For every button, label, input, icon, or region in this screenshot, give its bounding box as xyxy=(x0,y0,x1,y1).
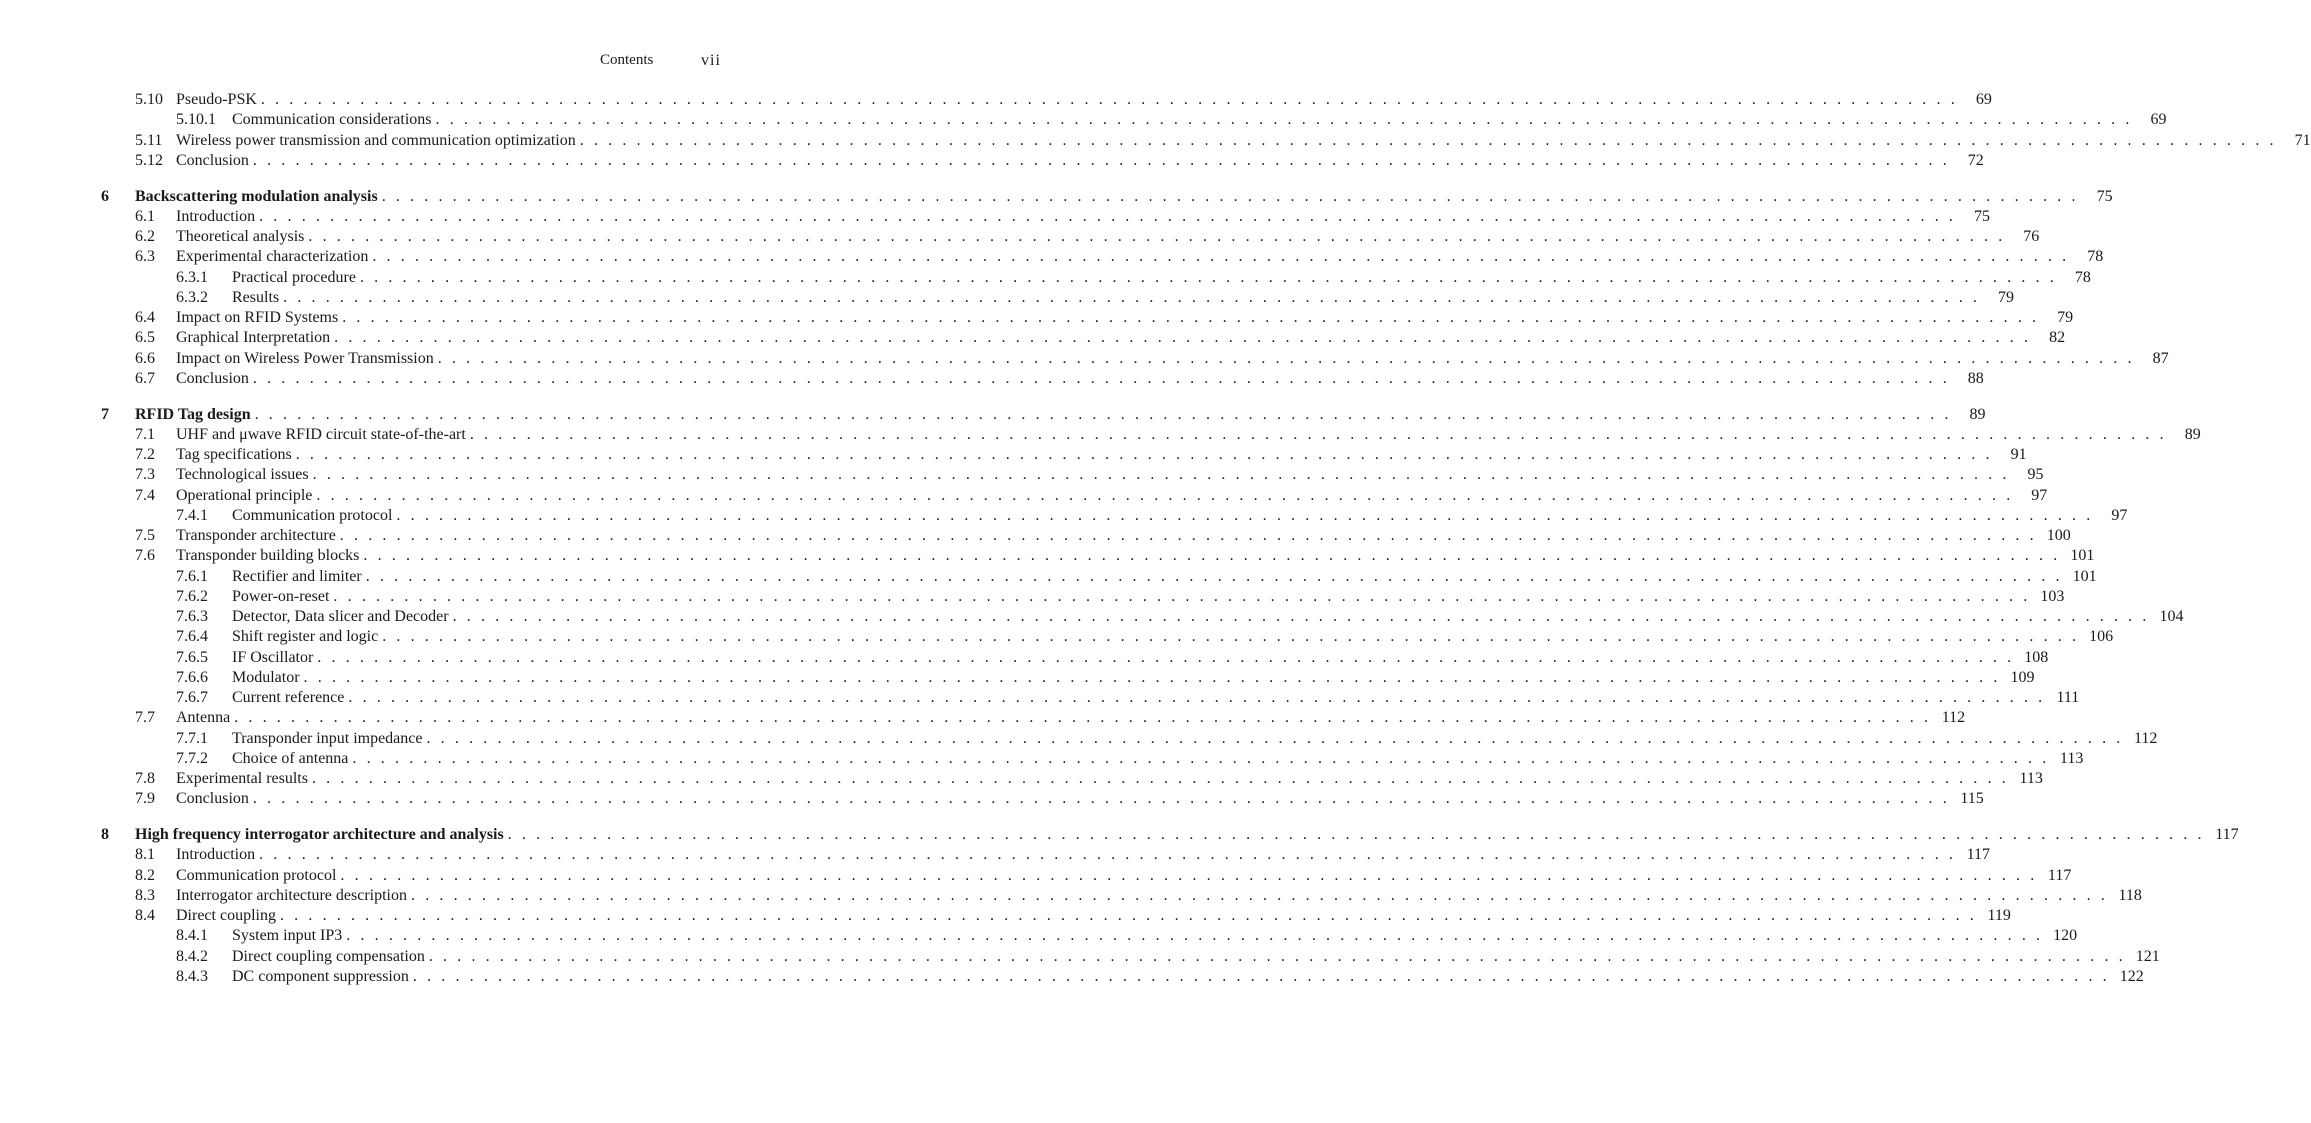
toc-section-row xyxy=(0,947,2160,967)
toc-entry[interactable] xyxy=(232,268,2091,288)
toc-title: Direct coupling xyxy=(176,907,276,924)
toc-entry[interactable] xyxy=(176,526,2071,546)
toc-title: Technological issues xyxy=(176,466,309,483)
toc-page-number: 88 xyxy=(1967,370,1984,387)
toc-entry[interactable] xyxy=(176,328,2066,348)
toc-entry[interactable] xyxy=(232,627,2114,647)
toc-section-row xyxy=(0,486,2048,506)
toc-title: Transponder building blocks xyxy=(176,547,360,564)
toc-section-row xyxy=(0,90,1992,110)
toc-title: Transponder architecture xyxy=(176,527,336,544)
toc-page-number: 91 xyxy=(2010,446,2027,463)
toc-section-row xyxy=(0,866,2072,886)
toc-section-row xyxy=(0,546,2095,566)
toc-section-row xyxy=(0,607,2184,627)
toc-entry[interactable] xyxy=(176,866,2072,886)
toc-entry[interactable] xyxy=(176,90,1992,110)
toc-entry[interactable] xyxy=(176,131,2311,151)
leader-dots: . . . . . . . . . . . . . . . . . . . . . . . . . . . . . . . . . . . . . . . . . . . . . . . . . . . . . . . . . . . . . . . . . . . . . . . . . . . . . . . . . . . . . . . . . . . . . . . . . . . . . . . . . . . . . . . . . . . . . . . . xyxy=(295,446,1993,463)
leader-dots: . . . . . . . . . . . . . . . . . . . . . . . . . . . . . . . . . . . . . . . . . . . . . . . . . . . . . . . . . . . . . . . . . . . . . . . . . . . . . . . . . . . . . . . . . . . . . . . . . . . . . . . . . . . . . . . . . . . . . . . . xyxy=(382,628,2080,645)
toc-chapter-row xyxy=(0,825,2239,845)
toc-number: 8.4 xyxy=(135,907,155,924)
toc-page-number: 89 xyxy=(2184,426,2201,443)
toc-number: 7.6 xyxy=(135,547,155,564)
leader-dots: . . . . . . . . . . . . . . . . . . . . . . . . . . . . . . . . . . . . . . . . . . . . . . . . . . . . . . . . . . . . . . . . . . . . . . . . . . . . . . . . . . . . . . . . . . . . . . . . . . . . . . . . . . . . . . . . . . . . . . . . xyxy=(435,111,2133,128)
leader-dots: . . . . . . . . . . . . . . . . . . . . . . . . . . . . . . . . . . . . . . . . . . . . . . . . . . . . . . . . . . . . . . . . . . . . . . . . . . . . . . . . . . . . . . . . . . . . . . . . . . . . . . . . . . . . . . . . . . . . . . . . xyxy=(279,907,1977,924)
toc-number: 6.2 xyxy=(135,228,155,245)
toc-title: System input IP3 xyxy=(232,927,343,944)
toc-page-number: 76 xyxy=(2023,228,2040,245)
page-number: vii xyxy=(701,52,721,69)
toc-number: 7.6.2 xyxy=(176,588,208,605)
toc-number: 6.4 xyxy=(135,309,155,326)
running-header xyxy=(0,52,816,72)
toc-section-row xyxy=(0,648,2049,668)
leader-dots: . . . . . . . . . . . . . . . . . . . . . . . . . . . . . . . . . . . . . . . . . . . . . . . . . . . . . . . . . . . . . . . . . . . . . . . . . . . . . . . . . . . . . . . . . . . . . . . . . . . . . . . . . . . . . . . . . . . . . . . . xyxy=(259,208,1956,225)
toc-number: 7.3 xyxy=(135,466,155,483)
toc-entry[interactable] xyxy=(232,567,2097,587)
toc-number: 7.4 xyxy=(135,487,155,504)
toc-title: Backscattering modulation analysis xyxy=(135,188,378,205)
toc-page-number: 71 xyxy=(2294,132,2311,149)
toc-section-row xyxy=(0,328,2066,348)
toc-page-number: 112 xyxy=(1941,709,1966,726)
toc-title: Conclusion xyxy=(176,790,249,807)
toc-page-number: 72 xyxy=(1967,152,1984,169)
toc-page-number: 109 xyxy=(2010,669,2035,686)
toc-entry[interactable] xyxy=(176,247,2104,267)
toc-page-number: 113 xyxy=(2019,770,2043,787)
toc-page-number: 121 xyxy=(2135,948,2160,965)
toc-page-number: 101 xyxy=(2072,568,2097,585)
leader-dots: . . . . . . . . . . . . . . . . . . . . . . . . . . . . . . . . . . . . . . . . . . . . . . . . . . . . . . . . . . . . . . . . . . . . . . . . . . . . . . . . . . . . . . . . . . . . . . . . . . . . . . . . . . . . . . . . . . . . . . . . xyxy=(254,406,1952,423)
toc-entry[interactable] xyxy=(176,151,1984,171)
toc-title: Modulator xyxy=(232,669,300,686)
toc-number: 8.3 xyxy=(135,887,155,904)
toc-section-row xyxy=(0,425,2201,445)
toc-section-row xyxy=(0,926,2078,946)
toc-number: 6 xyxy=(101,188,109,205)
toc-entry[interactable] xyxy=(232,729,2158,749)
toc-entry[interactable] xyxy=(135,187,2113,207)
leader-dots: . . . . . . . . . . . . . . . . . . . . . . . . . . . . . . . . . . . . . . . . . . . . . . . . . . . . . . . . . . . . . . . . . . . . . . . . . . . . . . . . . . . . . . . . . . . . . . . . . . . . . . . . . . . . . . . . . . . . . . . . xyxy=(363,547,2061,564)
toc-title: Impact on Wireless Power Transmission xyxy=(176,350,434,367)
toc-section-row xyxy=(0,967,2144,987)
toc-entry[interactable] xyxy=(176,906,2011,926)
toc-page-number: 117 xyxy=(2047,867,2072,884)
toc-entry[interactable] xyxy=(176,227,2040,247)
toc-entry[interactable] xyxy=(232,506,2128,526)
toc-number: 7.6.4 xyxy=(176,628,208,645)
toc-title: Communication protocol xyxy=(232,507,393,524)
toc-page-number: 100 xyxy=(2046,527,2071,544)
toc-entry[interactable] xyxy=(176,308,2074,328)
leader-dots: . . . . . . . . . . . . . . . . . . . . . . . . . . . . . . . . . . . . . . . . . . . . . . . . . . . . . . . . . . . . . . . . . . . . . . . . . . . . . . . . . . . . . . . . . . . . . . . . . . . . . . . . . . . . . . . . . . . . . . . . xyxy=(412,968,2110,985)
toc-number: 7.2 xyxy=(135,446,155,463)
toc-page-number: 78 xyxy=(2087,248,2104,265)
toc-number: 8.4.2 xyxy=(176,948,208,965)
toc-entry[interactable] xyxy=(232,648,2049,668)
toc-entry[interactable] xyxy=(232,288,2015,308)
leader-dots: . . . . . . . . . . . . . . . . . . . . . . . . . . . . . . . . . . . . . . . . . . . . . . . . . . . . . . . . . . . . . . . . . . . . . . . . . . . . . . . . . . . . . . . . . . . . . . . . . . . . . . . . . . . . . . . . . . . . . . . . xyxy=(333,588,2031,605)
toc-number: 7.7.1 xyxy=(176,730,208,747)
toc-page-number: 79 xyxy=(1998,289,2015,306)
toc-section-row xyxy=(0,288,2015,308)
toc-page-number: 113 xyxy=(2059,750,2084,767)
leader-dots: . . . . . . . . . . . . . . . . . . . . . . . . . . . . . . . . . . . . . . . . . . . . . . . . . . . . . . . . . . . . . . . . . . . . . . . . . . . . . . . . . . . . . . . . . . . . . . . . . . . . . . . . . . . . . . . . . . . . . . . . xyxy=(372,248,2070,265)
toc-section-row xyxy=(0,227,2040,247)
toc-page-number: 112 xyxy=(2133,730,2158,747)
toc-entry[interactable] xyxy=(176,425,2201,445)
toc-entry[interactable] xyxy=(176,207,1990,227)
toc-section-row xyxy=(0,789,1984,809)
leader-dots: . . . . . . . . . . . . . . . . . . . . . . . . . . . . . . . . . . . . . . . . . . . . . . . . . . . . . . . . . . . . . . . . . . . . . . . . . . . . . . . . . . . . . . . . . . . . . . . . . . . . . . . . . . . . . . . . . . . . . . . . xyxy=(252,370,1950,387)
toc-title: Tag specifications xyxy=(176,446,292,463)
toc-entry[interactable] xyxy=(176,546,2095,566)
toc-page-number: 95 xyxy=(2027,466,2044,483)
toc-entry[interactable] xyxy=(176,789,1984,809)
toc-entry[interactable] xyxy=(176,708,1966,728)
toc-section-row xyxy=(0,668,2035,688)
toc-entry[interactable] xyxy=(176,486,2048,506)
leader-dots: . . . . . . . . . . . . . . . . . . . . . . . . . . . . . . . . . . . . . . . . . . . . . . . . . . . . . . . . . . . . . . . . . . . . . . . . . . . . . . . . . . . . . . . . . . . . . . . . . . . . . . . . . . . . . . . . . . . . . . . . xyxy=(252,152,1950,169)
leader-dots: . . . . . . . . . . . . . . . . . . . . . . . . . . . . . . . . . . . . . . . . . . . . . . . . . . . . . . . . . . . . . . . . . . . . . . . . . . . . . . . . . . . . . . . . . . . . . . . . . . . . . . . . . . . . . . . . . . . . . . . . xyxy=(426,730,2124,747)
leader-dots: . . . . . . . . . . . . . . . . . . . . . . . . . . . . . . . . . . . . . . . . . . . . . . . . . . . . . . . . . . . . . . . . . . . . . . . . . . . . . . . . . . . . . . . . . . . . . . . . . . . . . . . . . . . . . . . . . . . . . . . . xyxy=(396,507,2094,524)
leader-dots: . . . . . . . . . . . . . . . . . . . . . . . . . . . . . . . . . . . . . . . . . . . . . . . . . . . . . . . . . . . . . . . . . . . . . . . . . . . . . . . . . . . . . . . . . . . . . . . . . . . . . . . . . . . . . . . . . . . . . . . . xyxy=(260,91,1958,108)
toc-title: Current reference xyxy=(232,689,345,706)
toc-entry[interactable] xyxy=(232,749,2084,769)
leader-dots: . . . . . . . . . . . . . . . . . . . . . . . . . . . . . . . . . . . . . . . . . . . . . . . . . . . . . . . . . . . . . . . . . . . . . . . . . . . . . . . . . . . . . . . . . . . . . . . . . . . . . . . . . . . . . . . . . . . . . . . . xyxy=(342,309,2040,326)
toc-entry[interactable] xyxy=(232,607,2184,627)
leader-dots: . . . . . . . . . . . . . . . . . . . . . . . . . . . . . . . . . . . . . . . . . . . . . . . . . . . . . . . . . . . . . . . . . . . . . . . . . . . . . . . . . . . . . . . . . . . . . . . . . . . . . . . . . . . . . . . . . . . . . . . . xyxy=(359,269,2057,286)
toc-entry[interactable] xyxy=(232,587,2065,607)
toc-page-number: 104 xyxy=(2159,608,2184,625)
toc-page-number: 118 xyxy=(2118,887,2142,904)
toc-section-row xyxy=(0,906,2011,926)
leader-dots: . . . . . . . . . . . . . . . . . . . . . . . . . . . . . . . . . . . . . . . . . . . . . . . . . . . . . . . . . . . . . . . . . . . . . . . . . . . . . . . . . . . . . . . . . . . . . . . . . . . . . . . . . . . . . . . . . . . . . . . . xyxy=(340,867,2038,884)
toc-title: Graphical Interpretation xyxy=(176,329,331,346)
toc-section-row xyxy=(0,729,2158,749)
toc-section-row xyxy=(0,688,2080,708)
toc-number: 6.3.1 xyxy=(176,269,208,286)
toc-chapter-row xyxy=(0,187,2113,207)
leader-dots: . . . . . . . . . . . . . . . . . . . . . . . . . . . . . . . . . . . . . . . . . . . . . . . . . . . . . . . . . . . . . . . . . . . . . . . . . . . . . . . . . . . . . . . . . . . . . . . . . . . . . . . . . . . . . . . . . . . . . . . . xyxy=(252,790,1950,807)
toc-entry[interactable] xyxy=(176,445,2027,465)
toc-page-number: 122 xyxy=(2119,968,2144,985)
toc-entry[interactable] xyxy=(176,886,2142,906)
toc-number: 7.5 xyxy=(135,527,155,544)
toc-page-number: 78 xyxy=(2074,269,2091,286)
toc-page-number: 97 xyxy=(2031,487,2048,504)
leader-dots: . . . . . . . . . . . . . . . . . . . . . . . . . . . . . . . . . . . . . . . . . . . . . . . . . . . . . . . . . . . . . . . . . . . . . . . . . . . . . . . . . . . . . . . . . . . . . . . . . . . . . . . . . . . . . . . . . . . . . . . . xyxy=(507,826,2205,843)
toc-number: 7.6.1 xyxy=(176,568,208,585)
toc-page-number: 79 xyxy=(2057,309,2074,326)
toc-number: 6.6 xyxy=(135,350,155,367)
toc-title: Transponder input impedance xyxy=(232,730,423,747)
toc-page-number: 119 xyxy=(1987,907,2011,924)
toc-page-number: 108 xyxy=(2024,649,2049,666)
toc-section-row xyxy=(0,845,1990,865)
leader-dots: . . . . . . . . . . . . . . . . . . . . . . . . . . . . . . . . . . . . . . . . . . . . . . . . . . . . . . . . . . . . . . . . . . . . . . . . . . . . . . . . . . . . . . . . . . . . . . . . . . . . . . . . . . . . . . . . . . . . . . . . xyxy=(312,466,2010,483)
toc-title: Experimental characterization xyxy=(176,248,369,265)
toc-number: 6.1 xyxy=(135,208,155,225)
toc-title: UHF and μwave RFID circuit state-of-the-art xyxy=(176,426,466,443)
toc-entry[interactable] xyxy=(176,349,2169,369)
toc-section-row xyxy=(0,207,1990,227)
toc-page-number: 117 xyxy=(1966,846,1990,863)
leader-dots: . . . . . . . . . . . . . . . . . . . . . . . . . . . . . . . . . . . . . . . . . . . . . . . . . . . . . . . . . . . . . . . . . . . . . . . . . . . . . . . . . . . . . . . . . . . . . . . . . . . . . . . . . . . . . . . . . . . . . . . . xyxy=(452,608,2150,625)
toc-section-row xyxy=(0,110,2167,130)
toc-section-row xyxy=(0,886,2142,906)
toc-number: 7 xyxy=(101,406,109,423)
toc-title: Shift register and logic xyxy=(232,628,379,645)
toc-entry[interactable] xyxy=(135,825,2239,845)
toc-number: 7.6.7 xyxy=(176,689,208,706)
toc-section-row xyxy=(0,769,2043,789)
toc-section-row xyxy=(0,268,2091,288)
toc-section-row xyxy=(0,465,2044,485)
toc-section-row xyxy=(0,151,1984,171)
toc-title: RFID Tag design xyxy=(135,406,251,423)
toc-title: Communication protocol xyxy=(176,867,337,884)
toc-page-number: 69 xyxy=(1975,91,1992,108)
toc-page-number: 75 xyxy=(2096,188,2113,205)
toc-entry[interactable] xyxy=(232,967,2144,987)
toc-title: Conclusion xyxy=(176,152,249,169)
toc-chapter-row xyxy=(0,405,1986,425)
toc-page-number: 75 xyxy=(1974,208,1990,225)
toc-entry[interactable] xyxy=(232,668,2035,688)
toc-section-row xyxy=(0,308,2074,328)
toc-entry[interactable] xyxy=(232,947,2160,967)
leader-dots: . . . . . . . . . . . . . . . . . . . . . . . . . . . . . . . . . . . . . . . . . . . . . . . . . . . . . . . . . . . . . . . . . . . . . . . . . . . . . . . . . . . . . . . . . . . . . . . . . . . . . . . . . . . . . . . . . . . . . . . . xyxy=(311,770,2009,787)
toc-section-row xyxy=(0,567,2097,587)
toc-entry[interactable] xyxy=(176,465,2044,485)
toc-title: Pseudo-PSK xyxy=(176,91,257,108)
toc-number: 5.10.1 xyxy=(176,111,216,128)
toc-section-row xyxy=(0,506,2128,526)
toc-page-number: 103 xyxy=(2040,588,2065,605)
toc-page-number: 106 xyxy=(2089,628,2114,645)
toc-section-row xyxy=(0,247,2104,267)
toc-title: Introduction xyxy=(176,208,256,225)
leader-dots: . . . . . . . . . . . . . . . . . . . . . . . . . . . . . . . . . . . . . . . . . . . . . . . . . . . . . . . . . . . . . . . . . . . . . . . . . . . . . . . . . . . . . . . . . . . . . . . . . . . . . . . . . . . . . . . . . . . . . . . . xyxy=(316,487,2014,504)
toc-entry[interactable] xyxy=(135,405,1986,425)
running-header-section: Contents xyxy=(600,52,654,68)
toc-entry[interactable] xyxy=(176,845,1990,865)
toc-title: Choice of antenna xyxy=(232,750,349,767)
toc-page-number: 69 xyxy=(2150,111,2167,128)
leader-dots: . . . . . . . . . . . . . . . . . . . . . . . . . . . . . . . . . . . . . . . . . . . . . . . . . . . . . . . . . . . . . . . . . . . . . . . . . . . . . . . . . . . . . . . . . . . . . . . . . . . . . . . . . . . . . . . . . . . . . . . . xyxy=(411,887,2108,904)
leader-dots: . . . . . . . . . . . . . . . . . . . . . . . . . . . . . . . . . . . . . . . . . . . . . . . . . . . . . . . . . . . . . . . . . . . . . . . . . . . . . . . . . . . . . . . . . . . . . . . . . . . . . . . . . . . . . . . . . . . . . . . . xyxy=(352,750,2050,767)
toc-title: Wireless power transmission and communication optimization xyxy=(176,132,576,149)
leader-dots: . . . . . . . . . . . . . . . . . . . . . . . . . . . . . . . . . . . . . . . . . . . . . . . . . . . . . . . . . . . . . . . . . . . . . . . . . . . . . . . . . . . . . . . . . . . . . . . . . . . . . . . . . . . . . . . . . . . . . . . . xyxy=(259,846,1956,863)
toc-number: 5.12 xyxy=(135,152,163,169)
leader-dots: . . . . . . . . . . . . . . . . . . . . . . . . . . . . . . . . . . . . . . . . . . . . . . . . . . . . . . . . . . . . . . . . . . . . . . . . . . . . . . . . . . . . . . . . . . . . . . . . . . . . . . . . . . . . . . . . . . . . . . . . xyxy=(317,649,2015,666)
toc-section-row xyxy=(0,131,2311,151)
toc-title: Impact on RFID Systems xyxy=(176,309,339,326)
toc-entry[interactable] xyxy=(232,110,2167,130)
leader-dots: . . . . . . . . . . . . . . . . . . . . . . . . . . . . . . . . . . . . . . . . . . . . . . . . . . . . . . . . . . . . . . . . . . . . . . . . . . . . . . . . . . . . . . . . . . . . . . . . . . . . . . . . . . . . . . . . . . . . . . . . xyxy=(428,948,2126,965)
leader-dots: . . . . . . . . . . . . . . . . . . . . . . . . . . . . . . . . . . . . . . . . . . . . . . . . . . . . . . . . . . . . . . . . . . . . . . . . . . . . . . . . . . . . . . . . . . . . . . . . . . . . . . . . . . . . . . . . . . . . . . . . xyxy=(381,188,2079,205)
toc-title: High frequency interrogator architecture and analysis xyxy=(135,826,504,843)
toc-title: Experimental results xyxy=(176,770,308,787)
toc-title: Power-on-reset xyxy=(232,588,330,605)
toc-page-number: 89 xyxy=(1969,406,1986,423)
leader-dots: . . . . . . . . . . . . . . . . . . . . . . . . . . . . . . . . . . . . . . . . . . . . . . . . . . . . . . . . . . . . . . . . . . . . . . . . . . . . . . . . . . . . . . . . . . . . . . . . . . . . . . . . . . . . . . . . . . . . . . . . xyxy=(308,228,2006,245)
leader-dots: . . . . . . . . . . . . . . . . . . . . . . . . . . . . . . . . . . . . . . . . . . . . . . . . . . . . . . . . . . . . . . . . . . . . . . . . . . . . . . . . . . . . . . . . . . . . . . . . . . . . . . . . . . . . . . . . . . . . . . . . xyxy=(579,132,2277,149)
toc-title: Results xyxy=(232,289,280,306)
toc-number: 7.4.1 xyxy=(176,507,208,524)
leader-dots: . . . . . . . . . . . . . . . . . . . . . . . . . . . . . . . . . . . . . . . . . . . . . . . . . . . . . . . . . . . . . . . . . . . . . . . . . . . . . . . . . . . . . . . . . . . . . . . . . . . . . . . . . . . . . . . . . . . . . . . . xyxy=(334,329,2032,346)
toc-title: Detector, Data slicer and Decoder xyxy=(232,608,449,625)
toc-entry[interactable] xyxy=(176,769,2043,789)
toc-number: 7.8 xyxy=(135,770,155,787)
toc-title: Interrogator architecture description xyxy=(176,887,407,904)
leader-dots: . . . . . . . . . . . . . . . . . . . . . . . . . . . . . . . . . . . . . . . . . . . . . . . . . . . . . . . . . . . . . . . . . . . . . . . . . . . . . . . . . . . . . . . . . . . . . . . . . . . . . . . . . . . . . . . . . . . . . . . . xyxy=(234,709,1932,726)
toc-number: 8 xyxy=(101,826,109,843)
toc-title: Conclusion xyxy=(176,370,249,387)
toc-number: 6.3 xyxy=(135,248,155,265)
toc-title: Communication considerations xyxy=(232,111,432,128)
toc-page-number: 120 xyxy=(2053,927,2078,944)
toc-section-row xyxy=(0,445,2027,465)
toc-title: Practical procedure xyxy=(232,269,356,286)
toc-entry[interactable] xyxy=(232,926,2078,946)
toc-number: 7.9 xyxy=(135,790,155,807)
toc-section-row xyxy=(0,708,1966,728)
toc-title: Introduction xyxy=(176,846,256,863)
leader-dots: . . . . . . . . . . . . . . . . . . . . . . . . . . . . . . . . . . . . . . . . . . . . . . . . . . . . . . . . . . . . . . . . . . . . . . . . . . . . . . . . . . . . . . . . . . . . . . . . . . . . . . . . . . . . . . . . . . . . . . . . xyxy=(348,689,2046,706)
toc-number: 6.5 xyxy=(135,329,155,346)
toc-section-row xyxy=(0,349,2169,369)
leader-dots: . . . . . . . . . . . . . . . . . . . . . . . . . . . . . . . . . . . . . . . . . . . . . . . . . . . . . . . . . . . . . . . . . . . . . . . . . . . . . . . . . . . . . . . . . . . . . . . . . . . . . . . . . . . . . . . . . . . . . . . . xyxy=(303,669,2001,686)
toc-section-row xyxy=(0,627,2114,647)
toc-page-number: 82 xyxy=(2049,329,2066,346)
toc-entry[interactable] xyxy=(232,688,2080,708)
toc-title: DC component suppression xyxy=(232,968,409,985)
toc-number: 7.6.3 xyxy=(176,608,208,625)
toc-number: 5.10 xyxy=(135,91,163,108)
toc-page-number: 115 xyxy=(1960,790,1984,807)
toc-section-row xyxy=(0,369,1984,389)
toc-number: 6.7 xyxy=(135,370,155,387)
toc-section-row xyxy=(0,526,2071,546)
toc-entry[interactable] xyxy=(176,369,1984,389)
leader-dots: . . . . . . . . . . . . . . . . . . . . . . . . . . . . . . . . . . . . . . . . . . . . . . . . . . . . . . . . . . . . . . . . . . . . . . . . . . . . . . . . . . . . . . . . . . . . . . . . . . . . . . . . . . . . . . . . . . . . . . . . xyxy=(469,426,2167,443)
toc-number: 6.3.2 xyxy=(176,289,208,306)
toc-title: IF Oscillator xyxy=(232,649,314,666)
toc-number: 8.2 xyxy=(135,867,155,884)
toc-section-row xyxy=(0,587,2065,607)
toc-title: Antenna xyxy=(176,709,231,726)
toc-title: Operational principle xyxy=(176,487,313,504)
leader-dots: . . . . . . . . . . . . . . . . . . . . . . . . . . . . . . . . . . . . . . . . . . . . . . . . . . . . . . . . . . . . . . . . . . . . . . . . . . . . . . . . . . . . . . . . . . . . . . . . . . . . . . . . . . . . . . . . . . . . . . . . xyxy=(437,350,2135,367)
toc-page-number: 87 xyxy=(2152,350,2169,367)
toc-page-number: 111 xyxy=(2056,689,2080,706)
toc-title: Rectifier and limiter xyxy=(232,568,362,585)
toc-number: 8.1 xyxy=(135,846,155,863)
toc-number: 5.11 xyxy=(135,132,163,149)
toc-number: 8.4.3 xyxy=(176,968,208,985)
toc-title: Theoretical analysis xyxy=(176,228,305,245)
toc-number: 7.7.2 xyxy=(176,750,208,767)
toc-number: 8.4.1 xyxy=(176,927,208,944)
leader-dots: . . . . . . . . . . . . . . . . . . . . . . . . . . . . . . . . . . . . . . . . . . . . . . . . . . . . . . . . . . . . . . . . . . . . . . . . . . . . . . . . . . . . . . . . . . . . . . . . . . . . . . . . . . . . . . . . . . . . . . . . xyxy=(365,568,2063,585)
leader-dots: . . . . . . . . . . . . . . . . . . . . . . . . . . . . . . . . . . . . . . . . . . . . . . . . . . . . . . . . . . . . . . . . . . . . . . . . . . . . . . . . . . . . . . . . . . . . . . . . . . . . . . . . . . . . . . . . . . . . . . . . xyxy=(346,927,2044,944)
toc-section-row xyxy=(0,749,2084,769)
leader-dots: . . . . . . . . . . . . . . . . . . . . . . . . . . . . . . . . . . . . . . . . . . . . . . . . . . . . . . . . . . . . . . . . . . . . . . . . . . . . . . . . . . . . . . . . . . . . . . . . . . . . . . . . . . . . . . . . . . . . . . . . xyxy=(283,289,1981,306)
toc-number: 7.7 xyxy=(135,709,155,726)
toc-page-number: 101 xyxy=(2070,547,2095,564)
toc-number: 7.6.5 xyxy=(176,649,208,666)
toc-page-number: 117 xyxy=(2215,826,2239,843)
toc-number: 7.1 xyxy=(135,426,155,443)
toc-number: 7.6.6 xyxy=(176,669,208,686)
toc-title: Direct coupling compensation xyxy=(232,948,425,965)
leader-dots: . . . . . . . . . . . . . . . . . . . . . . . . . . . . . . . . . . . . . . . . . . . . . . . . . . . . . . . . . . . . . . . . . . . . . . . . . . . . . . . . . . . . . . . . . . . . . . . . . . . . . . . . . . . . . . . . . . . . . . . . xyxy=(339,527,2037,544)
toc-page-number: 97 xyxy=(2111,507,2128,524)
